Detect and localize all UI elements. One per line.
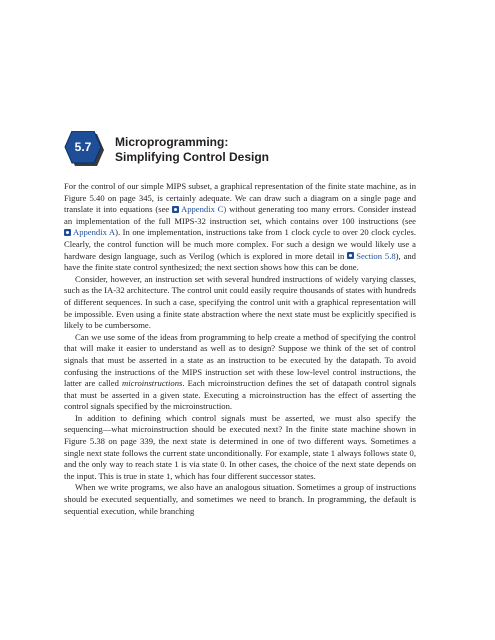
section-title xyxy=(115,135,269,165)
section-5-8-link[interactable]: Section 5.8 xyxy=(347,251,395,261)
section-title-line-2: Simplifying Control Design xyxy=(115,150,270,164)
paragraph-1: For the control of our simple MIPS subset, a graphical representation of the finite state machine, as in Figure 5.40 on page 345, is certainly adequate. We can draw such a diagram on a single page and translate it into equations (see Appendix C) without generating too many errors. Consider instead an implementation of the full MIPS-32 instruction set, which contains over 100 instructions (see Appendix A). In one implementation, instructions take from 1 clock cycle to over 20 clock cycles. Clearly, the control function will be much more complex. For such a design we would likely use a hardware design language, such as Verilog (which is explored in more detail in Section 5.8), and have the finite state control synthesized; the next section shows how this can be done. xyxy=(64,181,416,273)
appendix-c-link[interactable]: Appendix C) xyxy=(172,204,226,214)
section-number-badge xyxy=(64,131,104,167)
cd-icon xyxy=(347,252,354,259)
body-text xyxy=(64,181,416,517)
term-microinstructions: microinstructions xyxy=(122,378,183,389)
section-number: 5.7 xyxy=(74,140,92,154)
appendix-a-link[interactable]: Appendix A xyxy=(64,227,115,237)
paragraph-3: Can we use some of the ideas from programming to help create a method of specifying the control that will make it easier to understand as well as to design? Suppose we think of the set of control signals that must be asserted in a state as an instruction to be executed by the datapath. To avoid confusing the instructions of the MIPS instruction set with these low-level control instructions, the latter are called microinstructions. Each microinstruction defines the set of datapath control signals that must be asserted in a given state. Executing a microinstruction has the effect of asserting the control signals specified by the microinstruction. xyxy=(64,331,416,412)
cd-icon xyxy=(172,206,179,213)
paragraph-4: In addition to defining which control signals must be asserted, we must also specify the sequencing—what microinstruction should be executed next? In the finite state machine shown in Figure 5.38 on page 339, the next state is determined in one of two different ways. Sometimes a single next state follows the current state unconditionally. For example, state 1 always follows state 0, and the only way to reach state 1 is via state 0. In other cases, the choice of the next state depends on the input. This is true in state 1, which has four different successor states. xyxy=(64,412,416,481)
paragraph-5: When we write programs, we also have an analogous situation. Sometimes a group of instructions should be executed sequentially, and sometimes we need to branch. In programming, the default is sequential execution, while branching xyxy=(64,482,416,516)
paragraph-2: Consider, however, an instruction set with several hundred instructions of widely varying classes, such as the IA-32 architecture. The control unit could easily require thousands of states with hundreds of different sequences. In such a case, specifying the control unit with a graphical representation will be impossible. Even using a finite state abstraction where the next state must be explicitly specified is likely to be cumbersome. xyxy=(64,273,416,331)
cd-icon xyxy=(64,229,71,236)
section-title-line-1: Microprogramming: xyxy=(115,135,229,149)
